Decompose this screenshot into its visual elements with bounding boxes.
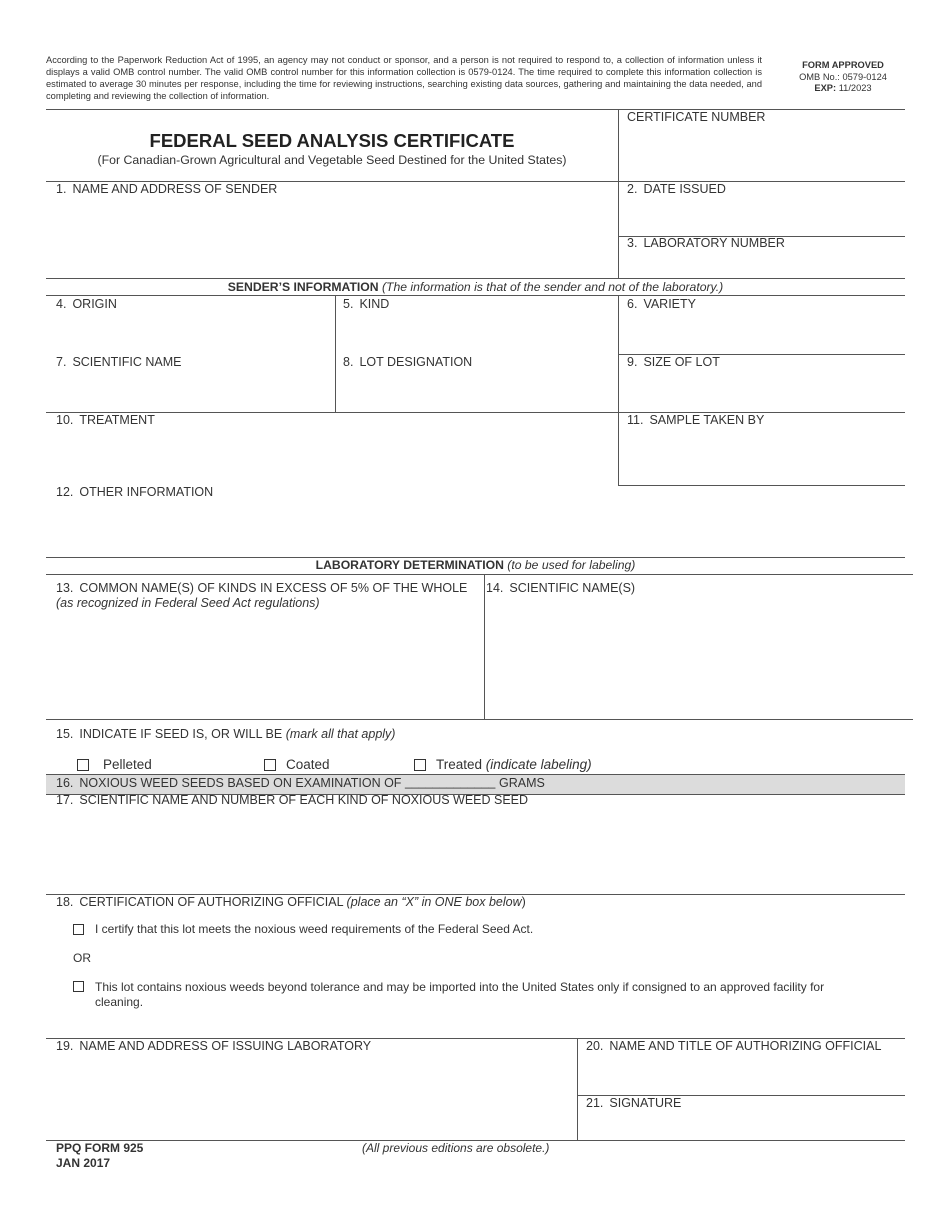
field-3-laboratory-number[interactable]: 3. LABORATORY NUMBER bbox=[627, 236, 785, 250]
obsolete-note: (All previous editions are obsolete.) bbox=[362, 1141, 550, 1155]
form-approved-block bbox=[790, 60, 896, 95]
form-approved-label: FORM APPROVED bbox=[802, 60, 884, 70]
certify-meets-requirements-checkbox[interactable] bbox=[73, 924, 84, 935]
field-7-scientific-name[interactable]: 7. SCIENTIFIC NAME bbox=[56, 355, 182, 369]
field-13-common-names[interactable]: 13. COMMON NAME(S) OF KINDS IN EXCESS OF 5% OF THE WHOLE (as recognized in Federal Seed Act regulations) bbox=[56, 581, 468, 610]
exceeds-tolerance-checkbox[interactable] bbox=[73, 981, 84, 992]
field-11-sample-taken-by[interactable]: 11. SAMPLE TAKEN BY bbox=[627, 413, 765, 427]
field-21-signature[interactable]: 21. SIGNATURE bbox=[586, 1096, 682, 1110]
field-15-seed-status: 15. INDICATE IF SEED IS, OR WILL BE (mark all that apply) bbox=[56, 727, 396, 741]
exp-label: EXP: bbox=[814, 83, 837, 93]
certify-meets-requirements-text: I certify that this lot meets the noxious weed requirements of the Federal Seed Act. bbox=[95, 922, 534, 936]
exceeds-tolerance-text: This lot contains noxious weeds beyond tolerance and may be imported into the United States only if consigned to an approved facility for cleaning. bbox=[95, 980, 825, 1009]
exp-value: 11/2023 bbox=[838, 83, 872, 93]
field-6-variety[interactable]: 6. VARIETY bbox=[627, 297, 696, 311]
field-2-date-issued[interactable]: 2. DATE ISSUED bbox=[627, 182, 726, 196]
field-5-kind[interactable]: 5. KIND bbox=[343, 297, 390, 311]
field-4-origin[interactable]: 4. ORIGIN bbox=[56, 297, 117, 311]
pelleted-checkbox[interactable] bbox=[77, 759, 89, 771]
form-date: JAN 2017 bbox=[56, 1155, 111, 1170]
form-identifier bbox=[56, 1141, 143, 1170]
form-subtitle: (For Canadian-Grown Agricultural and Vegetable Seed Destined for the United States) bbox=[97, 153, 567, 167]
pelleted-label: Pelleted bbox=[103, 757, 152, 772]
field-20-authorizing-official[interactable]: 20. NAME AND TITLE OF AUTHORIZING OFFICIAL bbox=[586, 1039, 882, 1053]
field-10-treatment[interactable]: 10. TREATMENT bbox=[56, 413, 155, 427]
field-18-certification: 18. CERTIFICATION OF AUTHORIZING OFFICIAL (place an “X” in ONE box below) bbox=[56, 895, 526, 909]
certificate-number-field[interactable]: CERTIFICATE NUMBER bbox=[627, 110, 766, 124]
or-separator: OR bbox=[73, 951, 91, 965]
treated-label: Treated (indicate labeling) bbox=[436, 757, 592, 772]
treated-checkbox[interactable] bbox=[414, 759, 426, 771]
form-title: FEDERAL SEED ANALYSIS CERTIFICATE bbox=[149, 130, 515, 151]
grams-unit: GRAMS bbox=[499, 776, 545, 790]
laboratory-determination-heading: LABORATORY DETERMINATION (to be used for labeling) bbox=[315, 558, 636, 572]
coated-label: Coated bbox=[286, 757, 330, 772]
paperwork-reduction-notice: According to the Paperwork Reduction Act of 1995, an agency may not conduct or sponsor, and a person is not required to respond to, a collection of information unless it displays a valid OMB control number. The valid OMB control number for this information collection is 0579-0124. The time required to complete this information collection is estimated to average 30 minutes per response, including the time for reviewing instructions, searching existing data sources, gathering and maintaining the data needed, and completing and reviewing the collection of information. bbox=[46, 55, 762, 101]
expiration bbox=[790, 83, 896, 95]
field-19-issuing-laboratory[interactable]: 19. NAME AND ADDRESS OF ISSUING LABORATORY bbox=[56, 1039, 372, 1053]
senders-information-heading: SENDER’S INFORMATION (The information is that of the sender and not of the laboratory.) bbox=[227, 280, 724, 294]
field-14-scientific-names[interactable]: 14. SCIENTIFIC NAME(S) bbox=[486, 581, 636, 595]
field-9-size-of-lot[interactable]: 9. SIZE OF LOT bbox=[627, 355, 720, 369]
field-16-noxious-weed-examination: 16. NOXIOUS WEED SEEDS BASED ON EXAMINATION OF bbox=[56, 776, 402, 790]
form-number: PPQ FORM 925 bbox=[56, 1141, 144, 1155]
field-1-sender-name-address[interactable]: 1. NAME AND ADDRESS OF SENDER bbox=[56, 182, 278, 196]
field-12-other-information[interactable]: 12. OTHER INFORMATION bbox=[56, 485, 214, 499]
coated-checkbox[interactable] bbox=[264, 759, 276, 771]
field-17-noxious-weed-species[interactable]: 17. SCIENTIFIC NAME AND NUMBER OF EACH KIND OF NOXIOUS WEED SEED bbox=[56, 793, 529, 807]
grams-blank[interactable]: _____________ bbox=[405, 775, 496, 789]
omb-number: OMB No.: 0579-0124 bbox=[799, 71, 887, 82]
field-8-lot-designation[interactable]: 8. LOT DESIGNATION bbox=[343, 355, 473, 369]
